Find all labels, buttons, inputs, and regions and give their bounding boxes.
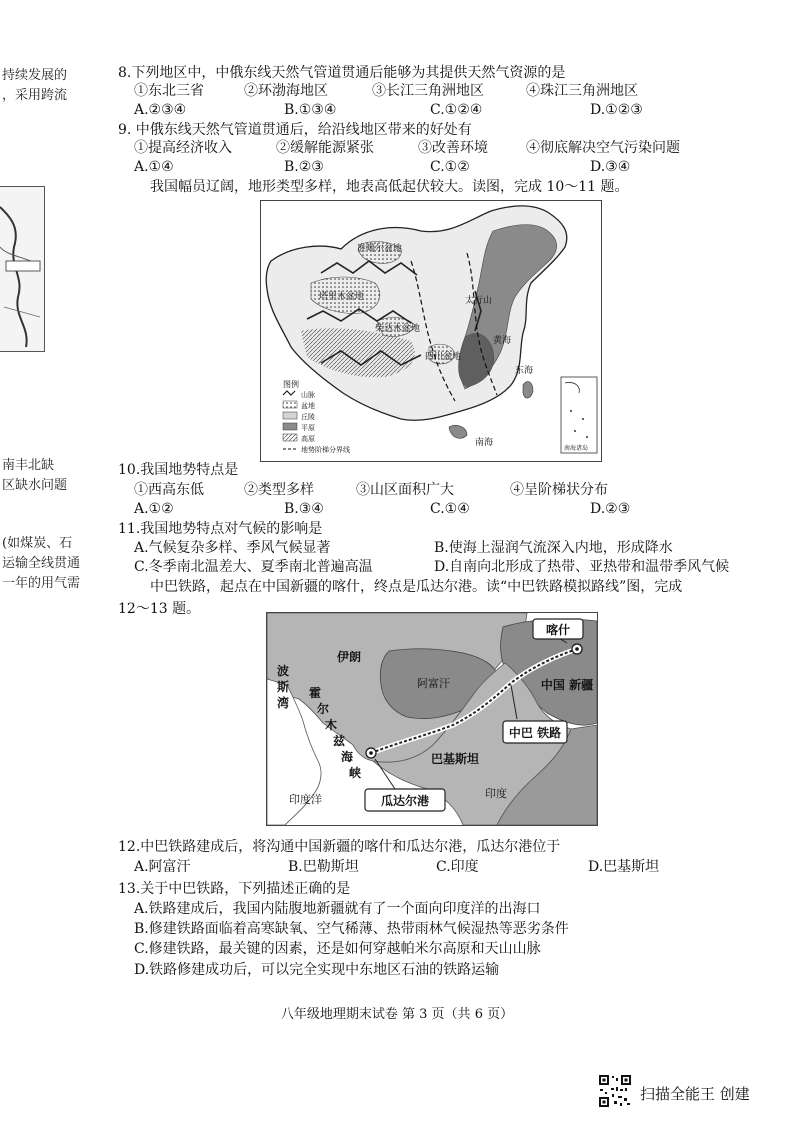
- q12-choice-c: C.印度: [436, 859, 479, 875]
- persian-gulf-char: 波: [277, 664, 290, 678]
- intro-10-11: 我国幅员辽阔，地形类型多样，地表高低起伏较大。读图，完成 10～11 题。: [150, 179, 629, 195]
- map-label: 准噶尔盆地: [357, 244, 403, 254]
- q12-choice-b: B.巴勒斯坦: [288, 859, 359, 875]
- left-fragment: 运输全线贯通: [2, 556, 81, 571]
- q9-choice-c: C.①②: [430, 159, 470, 175]
- taiwan-island: [523, 382, 533, 398]
- question-10-stem: 10.我国地势特点是: [118, 462, 239, 478]
- label-afghanistan: 阿富汗: [417, 677, 450, 690]
- callout-kashgar: [533, 619, 583, 643]
- q9-item: ①提高经济收入: [134, 140, 232, 156]
- left-fragment: 持续发展的: [2, 68, 68, 83]
- map-label: 东海: [515, 366, 534, 376]
- q9-choice-b: B.②③: [284, 159, 324, 175]
- q10-choice-a: A.①②: [134, 501, 174, 517]
- hormuz-char: 霍: [309, 686, 322, 700]
- left-cutoff-map: [0, 186, 45, 352]
- china-terrain-map: [260, 200, 602, 462]
- legend-item: 地势阶梯分界线: [301, 446, 350, 454]
- q10-choice-d: D.②③: [590, 501, 631, 517]
- q13-choice-c: C.修建铁路，最关键的因素，还是如何穿越帕米尔高原和天山山脉: [134, 941, 541, 957]
- watermark-text: 扫描全能王 创建: [640, 1085, 750, 1103]
- q10-item: ②类型多样: [244, 482, 314, 498]
- legend-item: 丘陵: [301, 413, 315, 421]
- hormuz-char: 峡: [349, 766, 362, 780]
- label-xinjiang: 中国 新疆: [540, 678, 594, 692]
- q13-choice-a: A.铁路建成后，我国内陆腹地新疆就有了一个面向印度洋的出海口: [134, 901, 541, 917]
- question-8-stem: 8.下列地区中，中俄东线天然气管道贯通后能够为其提供天然气资源的是: [118, 65, 566, 81]
- q10-choice-c: C.①④: [430, 501, 470, 517]
- legend-item: 平原: [301, 424, 315, 432]
- hormuz-char: 尔: [317, 702, 330, 716]
- q8-choice-b: B.①③④: [284, 102, 337, 118]
- label-persian-gulf: [277, 663, 289, 710]
- hormuz-char: 海: [341, 750, 354, 764]
- q10-item: ①西高东低: [134, 482, 204, 498]
- page-footer: 八年级地理期末试卷 第 3 页（共 6 页）: [280, 1007, 514, 1022]
- q11-choice-a: A.气候复杂多样、季风气候显著: [134, 540, 331, 556]
- hormuz-char: 木: [325, 718, 338, 732]
- callout-kashgar-text: 喀什: [545, 623, 571, 637]
- q8-choice-a: A.②③④: [134, 102, 187, 118]
- q8-item: ②环渤海地区: [244, 83, 328, 99]
- hormuz-char: 兹: [333, 734, 346, 748]
- legend-item: 高原: [301, 435, 315, 443]
- left-fragment: 区缺水问题: [2, 478, 68, 493]
- map-label: 四川盆地: [425, 352, 462, 362]
- left-fragment: (如煤炭、石: [2, 536, 73, 551]
- q8-choice-d: D.①②③: [590, 102, 643, 118]
- persian-gulf-char: 湾: [277, 696, 290, 710]
- q9-choice-a: A.①④: [134, 159, 174, 175]
- q8-choice-c: C.①②④: [430, 102, 483, 118]
- q10-choice-b: B.③④: [284, 501, 324, 517]
- question-12-stem: 12.中巴铁路建成后，将沟通中国新疆的喀什和瓜达尔港，瓜达尔港位于: [118, 839, 561, 855]
- callout-gwadar-text: 瓜达尔港: [380, 794, 430, 808]
- intro-12-13-line1: 中巴铁路，起点在中国新疆的喀什，终点是瓜达尔港。读“中巴铁路模拟路线”图，完成: [150, 579, 683, 595]
- qr-code-icon: [598, 1074, 632, 1108]
- q8-item: ①东北三省: [134, 83, 204, 99]
- map-label: 南海: [475, 438, 494, 448]
- label-pakistan: 巴基斯坦: [431, 752, 480, 766]
- map-label: 黄海: [493, 336, 512, 346]
- q12-choice-a: A.阿富汗: [134, 859, 191, 875]
- q13-choice-d: D.铁路修建成功后，可以完全实现中东地区石油的铁路运输: [134, 962, 500, 978]
- q10-item: ④呈阶梯状分布: [510, 482, 608, 498]
- q9-item: ②缓解能源紧张: [276, 140, 374, 156]
- left-fragment: 南丰北缺: [2, 458, 55, 473]
- q8-item: ③长江三角洲地区: [372, 83, 484, 99]
- railway-map: [266, 612, 598, 826]
- left-fragment: 一年的用气需: [2, 576, 81, 591]
- q10-item: ③山区面积广大: [356, 482, 454, 498]
- map-label: 柴达木盆地: [375, 324, 421, 334]
- q9-item: ④彻底解决空气污染问题: [526, 140, 680, 156]
- q11-choice-b: B.使海上湿润气流深入内地，形成降水: [434, 540, 673, 556]
- callout-railway-text: 中巴 铁路: [508, 726, 562, 740]
- legend-title: 图例: [283, 380, 299, 389]
- label-iran: 伊朗: [337, 650, 362, 664]
- label-india: 印度: [485, 787, 507, 800]
- map-label: 太行山: [465, 296, 493, 306]
- q13-choice-b: B.修建铁路面临着高寒缺氧、空气稀薄、热带雨林气候湿热等恶劣条件: [134, 921, 569, 937]
- map-label: 塔里木盆地: [319, 292, 365, 302]
- question-9-stem: 9. 中俄东线天然气管道贯通后，给沿线地区带来的好处有: [118, 122, 472, 138]
- q11-choice-c: C.冬季南北温差大、夏季南北普遍高温: [134, 559, 373, 575]
- inset-label: 南海诸岛: [564, 445, 589, 452]
- left-fragment: ，采用跨流: [2, 88, 68, 103]
- persian-gulf-char: 斯: [277, 680, 290, 694]
- q9-item: ③改善环境: [418, 140, 488, 156]
- question-13-stem: 13.关于中巴铁路，下列描述正确的是: [118, 881, 351, 897]
- intro-12-13-line2: 12～13 题。: [118, 601, 201, 617]
- question-11-stem: 11.我国地势特点对气候的影响是: [118, 521, 323, 537]
- q8-item: ④珠江三角洲地区: [526, 83, 638, 99]
- legend-item: 盆地: [301, 402, 315, 410]
- q11-choice-d: D.自南向北形成了热带、亚热带和温带季风气候: [434, 559, 730, 575]
- q9-choice-d: D.③④: [590, 159, 631, 175]
- q12-choice-d: D.巴基斯坦: [588, 859, 660, 875]
- label-indian-ocean: 印度洋: [289, 793, 322, 806]
- legend-item: 山脉: [301, 391, 315, 399]
- hainan-island: [449, 425, 467, 438]
